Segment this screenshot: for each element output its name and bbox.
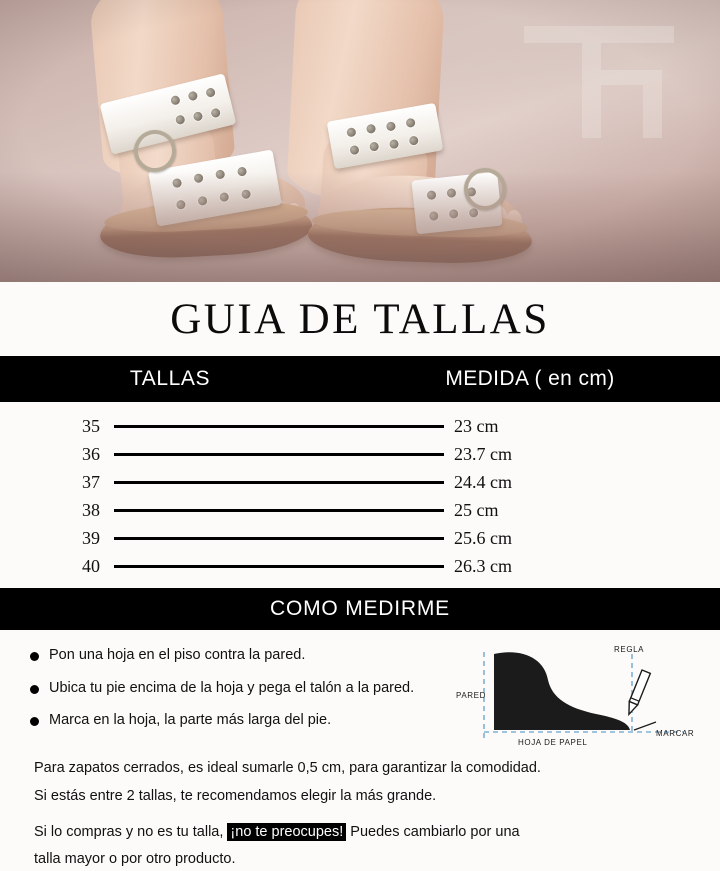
note-highlight: ¡no te preocupes! (227, 823, 346, 841)
size-value: 40 (82, 555, 100, 576)
page-title-band (0, 282, 720, 356)
size-value: 37 (82, 471, 100, 492)
leader-line (114, 481, 444, 484)
svg-text:PARED: PARED (456, 691, 486, 700)
measure-value: 25 cm (454, 499, 499, 520)
column-header-sizes: TALLAS (129, 367, 211, 390)
size-table (0, 402, 720, 588)
leader-line (114, 537, 444, 540)
note-line-3 (34, 822, 692, 844)
bullet-dot-icon (30, 717, 39, 726)
measure-value: 23 cm (454, 415, 499, 436)
svg-text:HOJA DE PAPEL: HOJA DE PAPEL (518, 738, 588, 747)
page-title: GUIA DE TALLAS (170, 295, 550, 343)
note-line-3-pre: Si lo compras y no es tu talla, (34, 823, 228, 840)
size-value: 38 (82, 499, 100, 520)
list-item (30, 679, 456, 699)
bullet-dot-icon (30, 685, 39, 694)
measure-value: 25.6 cm (454, 527, 512, 548)
note-line-2: Si estás entre 2 tallas, te recomendamos elegir la más grande. (34, 787, 437, 804)
steps-list (0, 646, 456, 748)
table-row (0, 552, 720, 580)
measure-value: 23.7 cm (454, 443, 512, 464)
size-value: 35 (82, 415, 100, 436)
size-value: 39 (82, 527, 100, 548)
hero-photo (0, 0, 720, 282)
table-row (0, 412, 720, 440)
svg-text:REGLA: REGLA (614, 646, 645, 654)
step-text: Ubica tu pie encima de la hoja y pega el talón a la pared. (49, 679, 415, 696)
leader-line (114, 509, 444, 512)
table-row (0, 468, 720, 496)
measure-diagram (456, 646, 706, 748)
measure-diagram-svg (456, 646, 706, 750)
svg-text:MARCAR: MARCAR (656, 729, 695, 738)
note-line-3-post: Puedes cambiarlo por una (346, 823, 520, 840)
measure-value: 26.3 cm (454, 555, 512, 576)
leader-line (114, 425, 444, 428)
column-header-measure: MEDIDA ( en cm) (445, 367, 615, 390)
size-value: 36 (82, 443, 100, 464)
table-row (0, 496, 720, 524)
instructions-section (0, 630, 720, 748)
measure-value: 24.4 cm (454, 471, 512, 492)
table-row (0, 440, 720, 468)
note-line-4: talla mayor o por otro producto. (34, 851, 236, 868)
list-item (30, 646, 456, 666)
leader-line (114, 453, 444, 456)
table-row (0, 524, 720, 552)
bullet-dot-icon (30, 652, 39, 661)
note-line-1: Para zapatos cerrados, es ideal sumarle 0,5 cm, para garantizar la comodidad. (34, 760, 541, 776)
step-text: Pon una hoja en el piso contra la pared. (49, 647, 306, 663)
section-header-how-to-measure: COMO MEDIRME (0, 588, 720, 630)
step-text: Marca en la hoja, la parte más larga del pie. (49, 712, 332, 729)
footer-notes (0, 748, 720, 871)
table-header-bar (0, 356, 720, 402)
list-item (30, 711, 456, 731)
brand-logo-icon (524, 26, 674, 138)
leader-line (114, 565, 444, 568)
